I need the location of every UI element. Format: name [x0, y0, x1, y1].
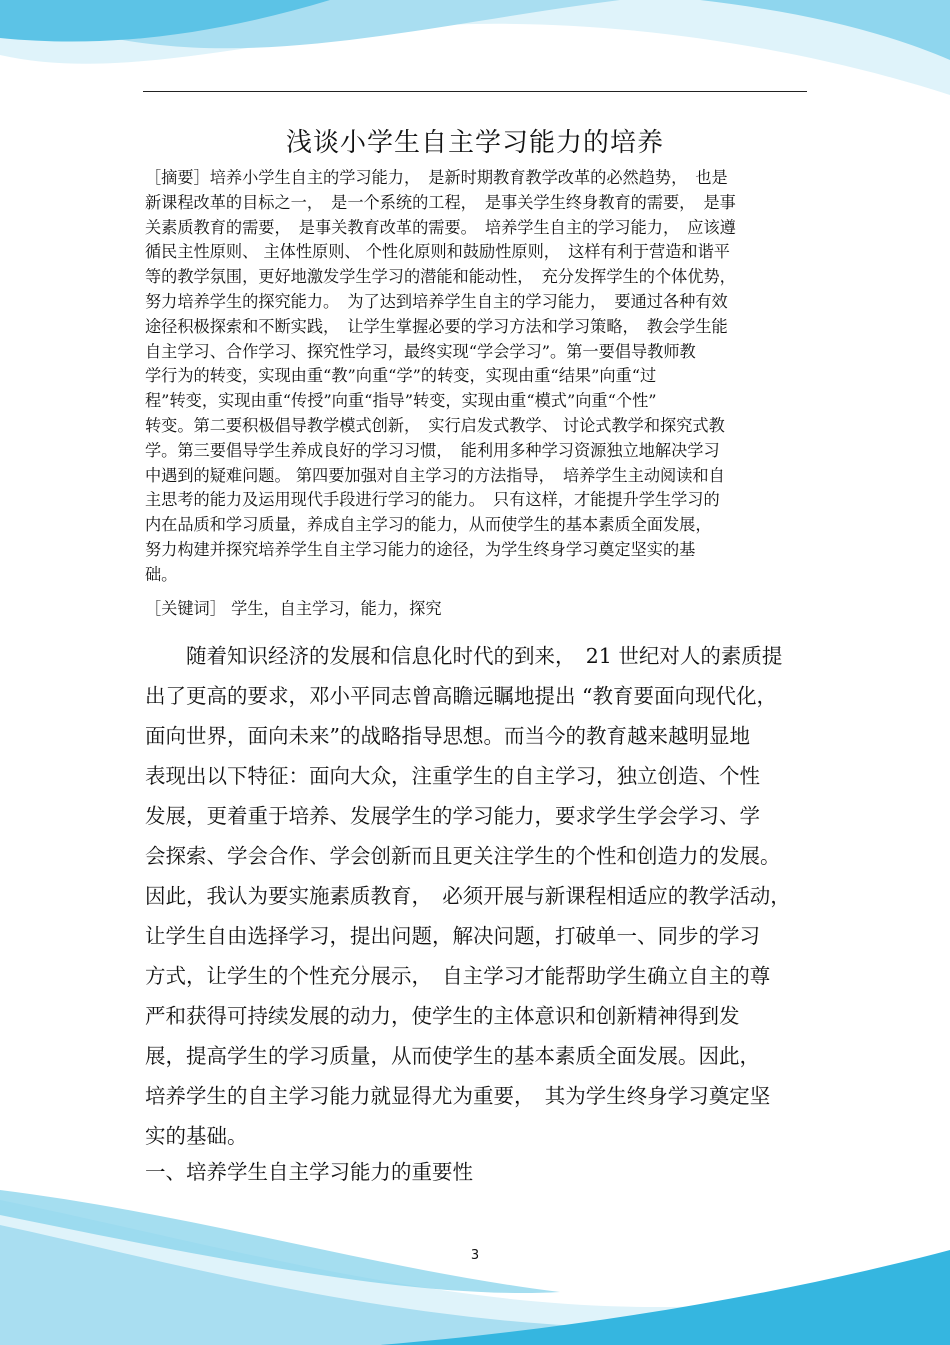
abstract-block: [145, 166, 810, 588]
abstract-line: 关素质教育的需要， 是事关教育改革的需要。 培养学生自主的学习能力， 应该遵: [145, 217, 736, 237]
abstract-line: 途径积极探索和不断实践， 让学生掌握必要的学习方法和学习策略， 教会学生能: [145, 316, 728, 336]
body-line: 展，提高学生的学习质量，从而使学生的基本素质全面发展。因此，: [145, 1044, 760, 1068]
abstract-line: 程”转变，实现由重“传授”向重“指导”转变，实现由重“模式”向重“个性”: [145, 391, 657, 411]
abstract-line: 循民主性原则、 主体性原则、 个性化原则和鼓励性原则， 这样有利于营造和谐平: [145, 242, 730, 262]
body-line: 实的基础。: [145, 1124, 248, 1148]
abstract-line: 自主学习、合作学习、探究性学习，最终实现“学会学习”。第一要倡导教师教: [145, 341, 696, 361]
body-line: 出了更高的要求，邓小平同志曾高瞻远瞩地提出 “教育要面向现代化，: [145, 684, 777, 708]
abstract-line: 学。第三要倡导学生养成良好的学习习惯， 能利用多种学习资源独立地解决学习: [145, 440, 720, 460]
body-line: 方式，让学生的个性充分展示， 自主学习才能帮助学生确立自主的尊: [145, 964, 771, 988]
abstract-line: 主思考的能力及运用现代手段进行学习的能力。 只有这样，才能提升学生学习的: [145, 490, 720, 510]
body-line: 面向世界，面向未来”的战略指导思想。而当今的教育越来越明显地: [145, 724, 750, 748]
abstract-line: 中遇到的疑难问题。 第四要加强对自主学习的方法指导， 培养学生主动阅读和自: [145, 465, 725, 485]
body-line: 随着知识经济的发展和信息化时代的到来， 21 世纪对人的素质提: [145, 644, 783, 668]
page-number: 3: [470, 1248, 480, 1263]
abstract-line: 转变。第二要积极倡导教学模式创新， 实行启发式教学、 讨论式教学和探究式教: [145, 415, 725, 435]
body-paragraph: [145, 636, 810, 1156]
abstract-line: 努力培养学生的探究能力。 为了达到培养学生自主的学习能力， 要通过各种有效: [145, 291, 728, 311]
body-line: 发展，更着重于培养、发展学生的学习能力，要求学生学会学习、学: [145, 804, 760, 828]
abstract-line: 内在品质和学习质量，养成自主学习的能力，从而使学生的基本素质全面发展，: [145, 515, 712, 535]
abstract-line: 础。: [145, 564, 178, 584]
body-line: 会探索、学会合作、学会创新而且更关注学生的个性和创造力的发展。: [145, 844, 781, 868]
body-line: 严和获得可持续发展的动力，使学生的主体意识和创新精神得到发: [145, 1004, 740, 1028]
document-title: 浅谈小学生自主学习能力的培养: [285, 128, 664, 158]
body-line: 让学生自由选择学习，提出问题，解决问题，打破单一、同步的学习: [145, 924, 760, 948]
abstract-line: 学行为的转变，实现由重“教”向重“学”的转变，实现由重“结果”向重“过: [145, 366, 657, 386]
abstract-line: 新课程改革的目标之一， 是一个系统的工程， 是事关学生终身教育的需要， 是事: [145, 192, 736, 212]
body-line: 培养学生的自主学习能力就显得尤为重要， 其为学生终身学习奠定坚: [145, 1084, 771, 1108]
keywords-line: ［关键词］ 学生，自主学习，能力，探究: [145, 599, 442, 618]
body-line: 表现出以下特征：面向大众，注重学生的自主学习，独立创造、个性: [145, 764, 760, 788]
header-rule: [143, 91, 807, 92]
abstract-line: 等的教学氛围，更好地激发学生学习的潜能和能动性， 充分发挥学生的个体优势，: [145, 267, 736, 287]
body-line: 因此，我认为要实施素质教育， 必须开展与新课程相适应的教学活动，: [145, 884, 791, 908]
section-heading: 一、培养学生自主学习能力的重要性: [145, 1160, 473, 1184]
abstract-line: ［摘要］培养小学生自主的学习能力， 是新时期教育教学改革的必然趋势， 也是: [145, 168, 728, 187]
abstract-line: 努力构建并探究培养学生自主学习能力的途径，为学生终身学习奠定坚实的基: [145, 539, 696, 559]
